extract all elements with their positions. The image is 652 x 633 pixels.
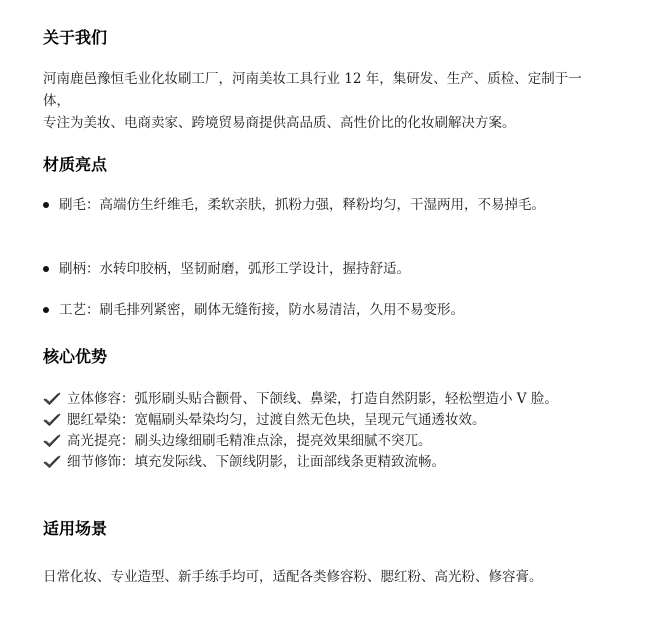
bullet-icon: [43, 202, 49, 208]
about-heading: 关于我们: [43, 28, 108, 47]
scenarios-text: 日常化妆、专业造型、新手练手均可，适配各类修容粉、腮红粉、高光粉、修容膏。: [43, 569, 543, 585]
advantage-text: 高光提亮：刷头边缘细刷毛精准点涂，提亮效果细腻不突兀。: [67, 433, 432, 449]
advantages-heading: 核心优势: [43, 347, 108, 366]
bullet-icon: [43, 266, 49, 272]
material-item-handle: [43, 258, 608, 280]
material-item-text: 刷柄：水转印胶柄，坚韧耐磨，弧形工学设计，握持舒适。: [59, 261, 410, 277]
about-paragraph: [43, 68, 608, 134]
advantage-item-detail: [43, 452, 608, 473]
advantage-text: 腮红晕染：宽幅刷头晕染均匀，过渡自然无色块，呈现元气通透妆效。: [67, 412, 486, 428]
material-item-text: 刷毛：高端仿生纤维毛，柔软亲肤，抓粉力强，释粉均匀，干湿两用，不易掉毛。: [59, 197, 545, 213]
material-item-craft: [43, 299, 608, 321]
check-icon: [43, 434, 61, 448]
material-item-text: 工艺：刷毛排列紧密，刷体无缝衔接，防水易清洁，久用不易变形。: [59, 302, 464, 318]
advantage-item-highlight: [43, 431, 608, 452]
check-icon: [43, 392, 61, 406]
material-item-bristles: [43, 194, 608, 216]
bullet-icon: [43, 307, 49, 313]
about-line-2: 专注为美妆、电商卖家、跨境贸易商提供高品质、高性价比的化妆刷解决方案。: [43, 115, 516, 131]
advantage-item-blush: [43, 410, 608, 431]
advantage-item-contour: [43, 389, 608, 410]
scenarios-paragraph: [43, 566, 608, 588]
materials-heading: 材质亮点: [43, 155, 108, 174]
advantage-text: 细节修饰：填充发际线、下颌线阴影，让面部线条更精致流畅。: [67, 454, 445, 470]
check-icon: [43, 455, 61, 469]
check-icon: [43, 413, 61, 427]
scenarios-heading: 适用场景: [43, 519, 108, 538]
about-line-1: 河南鹿邑豫恒毛业化妆刷工厂，河南美妆工具行业 12 年，集研发、生产、质检、定制于一体，: [43, 71, 582, 109]
advantage-text: 立体修容：弧形刷头贴合颧骨、下颌线、鼻梁，打造自然阴影，轻松塑造小 V 脸。: [67, 391, 558, 407]
advantages-list: [43, 389, 608, 473]
